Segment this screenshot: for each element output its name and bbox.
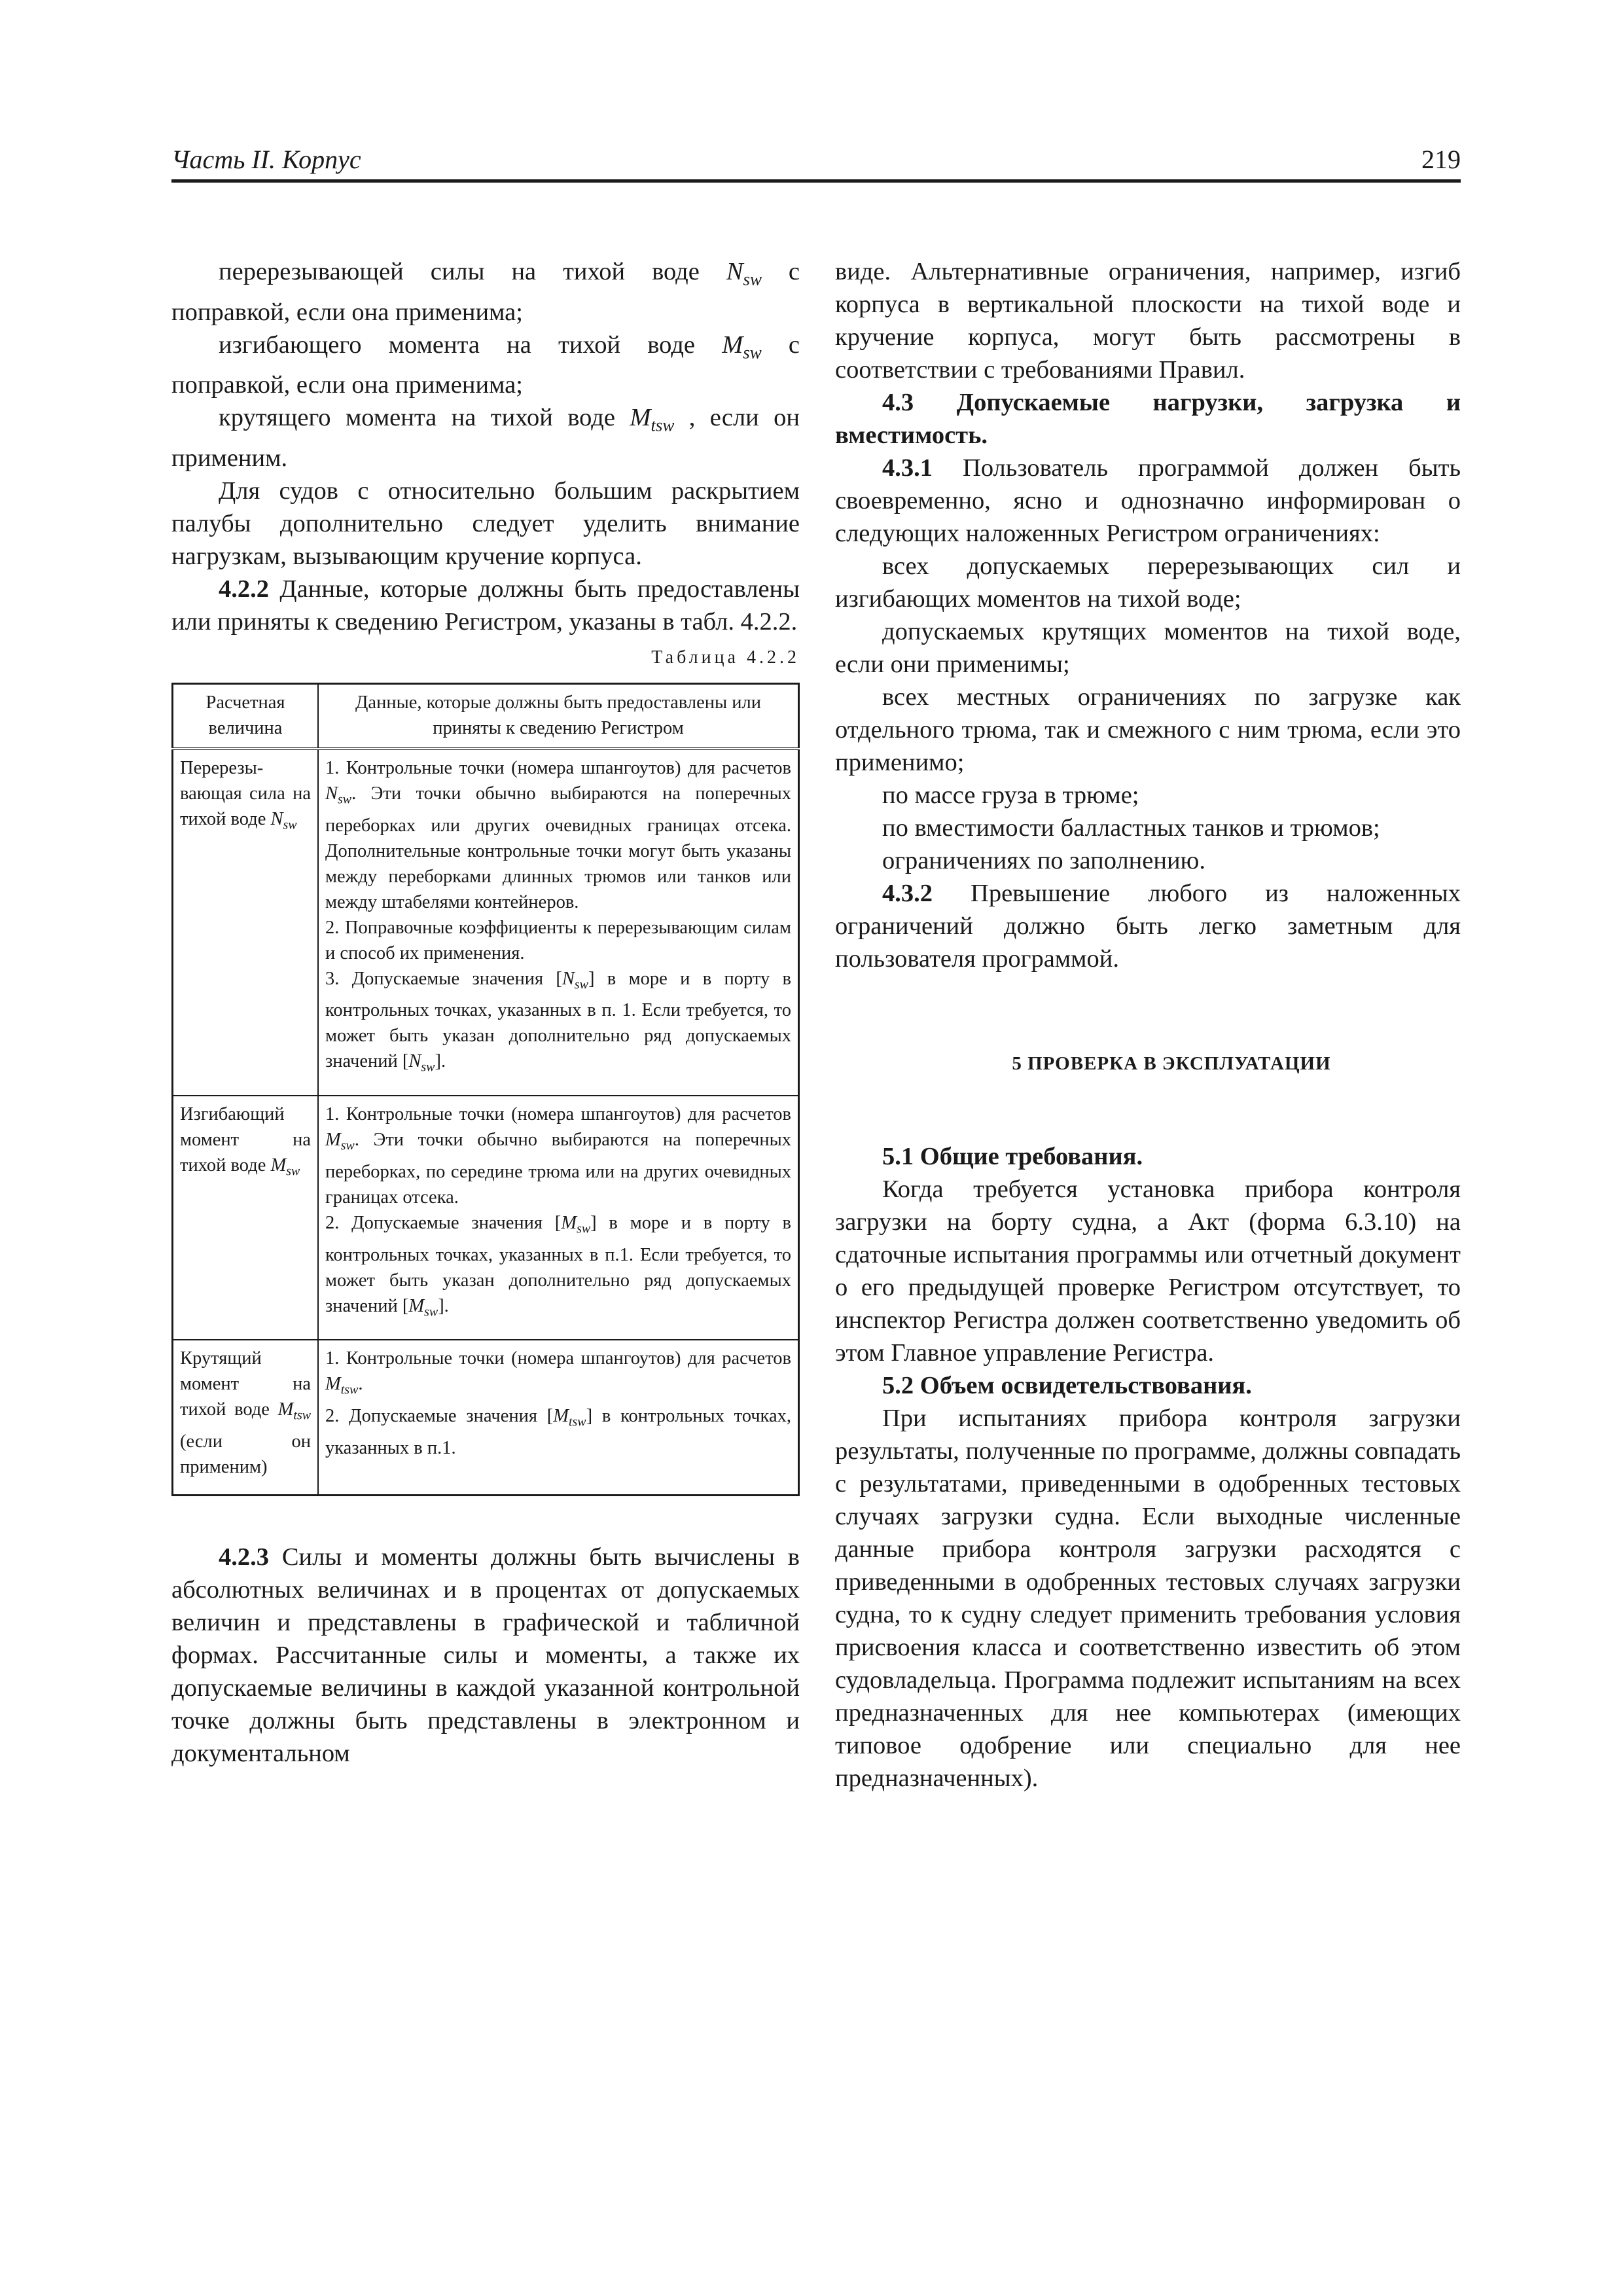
right-column [835, 255, 1461, 1795]
table-cell: Изгибающий момент на тихой воде $M_{sw}$ [173, 1096, 319, 1340]
table-cell: 1. Контрольные точки (номера шпангоутов) для расчетов $M_{tsw}$. 2. Допускаемые значения $[M_{tsw}]$ в контрольных точках, указанных в п.1. [318, 1340, 799, 1495]
list-item: по вместимости балластных танков и трюмов; [882, 814, 1380, 842]
paragraph: 4.3.2 Превышение любого из наложенных ограничений должно быть легко заметным для пользователя программой. [835, 880, 1461, 973]
paragraph: Для судов с относительно большим раскрытием палубы дополнительно следует уделить внимание нагрузкам, вызывающим кручение корпуса. [171, 477, 800, 571]
section-title: 5 ПРОВЕРКА В ЭКСПЛУАТАЦИИ [1012, 1053, 1331, 1074]
table-row [173, 1340, 799, 1495]
paragraph: Когда требуется установка прибора контроля загрузки на борту судна, а Акт (форма 6.3.10) на сдаточные испытания программы или отчетный документ о его предыдущей проверке Регистром отсутствует, то инспектор Регистра должен соответственно уведомить об этом Главное управление Регистра. [835, 1175, 1461, 1367]
section-heading: 5.2 Объем освидетельствования. [882, 1372, 1252, 1399]
table-cell: Перерезы-вающая сила на тихой воде $N_{sw}$ [173, 749, 319, 1096]
list-item: всех допускаемых перерезывающих сил и изгибающих моментов на тихой воде; [835, 552, 1461, 613]
list-item: по массе груза в трюме; [882, 781, 1139, 809]
table-cell: Крутящий момент на тихой воде $M_{tsw}$ (если он применим) [173, 1340, 319, 1495]
table-header-cell: Данные, которые должны быть предоставлены или приняты к сведению Регистром [318, 684, 799, 749]
left-column [171, 255, 800, 1770]
table-header-row [173, 684, 799, 749]
paragraph: 4.3.1 Пользователь программой должен быть своевременно, ясно и однозначно информирован о следующих наложенных Регистром ограничениях: [835, 454, 1461, 547]
paragraph: крутящего момента на тихой воде $M_{tsw}$ , если он применим. [171, 404, 800, 473]
section-heading: 4.3 Допускаемые нагрузки, загрузка и вместимость. [835, 389, 1461, 449]
paragraph: перерезывающей силы на тихой воде $N_{sw}$ с поправкой, если она применима; [171, 258, 800, 326]
paragraph: При испытаниях прибора контроля загрузки результаты, полученные по программе, должны совпадать с результатами, приведенными в одобренных тестовых случаях загрузки судна. Если выходные численные данные прибора контроля загрузки расходятся с приведенными в одобренных тестовых случаях загрузки судна, то к судну следует применить требования условия присвоения класса и соответственно известить об этом судовладельца. Программа подлежит испытаниям на всех предназначенных для нее компьютерах (имеющих типовое одобрение или специально для нее предназначенных). [835, 1405, 1461, 1792]
table-caption: Таблица 4.2.2 [651, 647, 800, 668]
paragraph: изгибающего момента на тихой воде $M_{sw}$ с поправкой, если она применима; [171, 331, 800, 399]
running-title: Часть II. Корпус [171, 145, 361, 174]
section-heading: 5.1 Общие требования. [882, 1143, 1143, 1170]
page-header [171, 143, 1461, 183]
paragraph: виде. Альтернативные ограничения, например, изгиб корпуса в вертикальной плоскости на тихой воде и кручение корпуса, могут быть рассмотрены в соответствии с требованиями Правил. [835, 258, 1461, 384]
table-cell: 1. Контрольные точки (номера шпангоутов) для расчетов $M_{sw}$. Эти точки обычно выбираются на поперечных переборках, по середине трюма или на других очевидных границах отсека. 2. Допускаемые значения $[M_{sw}]$ в море и в порту в контрольных точках, указанных в п.1. Если требуется, то может быть указан дополнительно ряд допускаемых значений $[M_{sw}]$. [318, 1096, 799, 1340]
page-number: 219 [1421, 145, 1461, 174]
table-header-cell: Расчетная величина [173, 684, 319, 749]
list-item: ограничениях по заполнению. [882, 847, 1205, 874]
table-cell: 1. Контрольные точки (номера шпангоутов) для расчетов $N_{sw}$. Эти точки обычно выбираются на поперечных переборках или других очевидных границах отсека. Дополнительные контрольные точки могут быть указаны между переборками длинных трюмов или танков или между штабелями контейнеров. 2. Поправочные коэффициенты к перерезывающим силам и способ их применения. 3. Допускаемые значения $[N_{sw}]$ в море и в порту в контрольных точках, указанных в п. 1. Если требуется, то может быть указан дополнительно ряд допускаемых значений $[N_{sw}]$. [318, 749, 799, 1096]
list-item: допускаемых крутящих моментов на тихой воде, если они применимы; [835, 618, 1461, 678]
paragraph: 4.2.3 Силы и моменты должны быть вычислены в абсолютных величинах и в процентах от допускаемых величин и представлены в графической и табличной формах. Рассчитанные силы и моменты, а также их допускаемые величины в каждой указанной контрольной точке должны быть представлены в электронном и документальном [171, 1543, 800, 1767]
table-row [173, 1096, 799, 1340]
list-item: всех местных ограничениях по загрузке как отдельного трюма, так и смежного с ним трюма, если это применимо; [835, 683, 1461, 776]
data-table [171, 683, 800, 1496]
table-row [173, 749, 799, 1096]
paragraph: 4.2.2 Данные, которые должны быть предоставлены или приняты к сведению Регистром, указаны в табл. 4.2.2. [171, 575, 800, 636]
